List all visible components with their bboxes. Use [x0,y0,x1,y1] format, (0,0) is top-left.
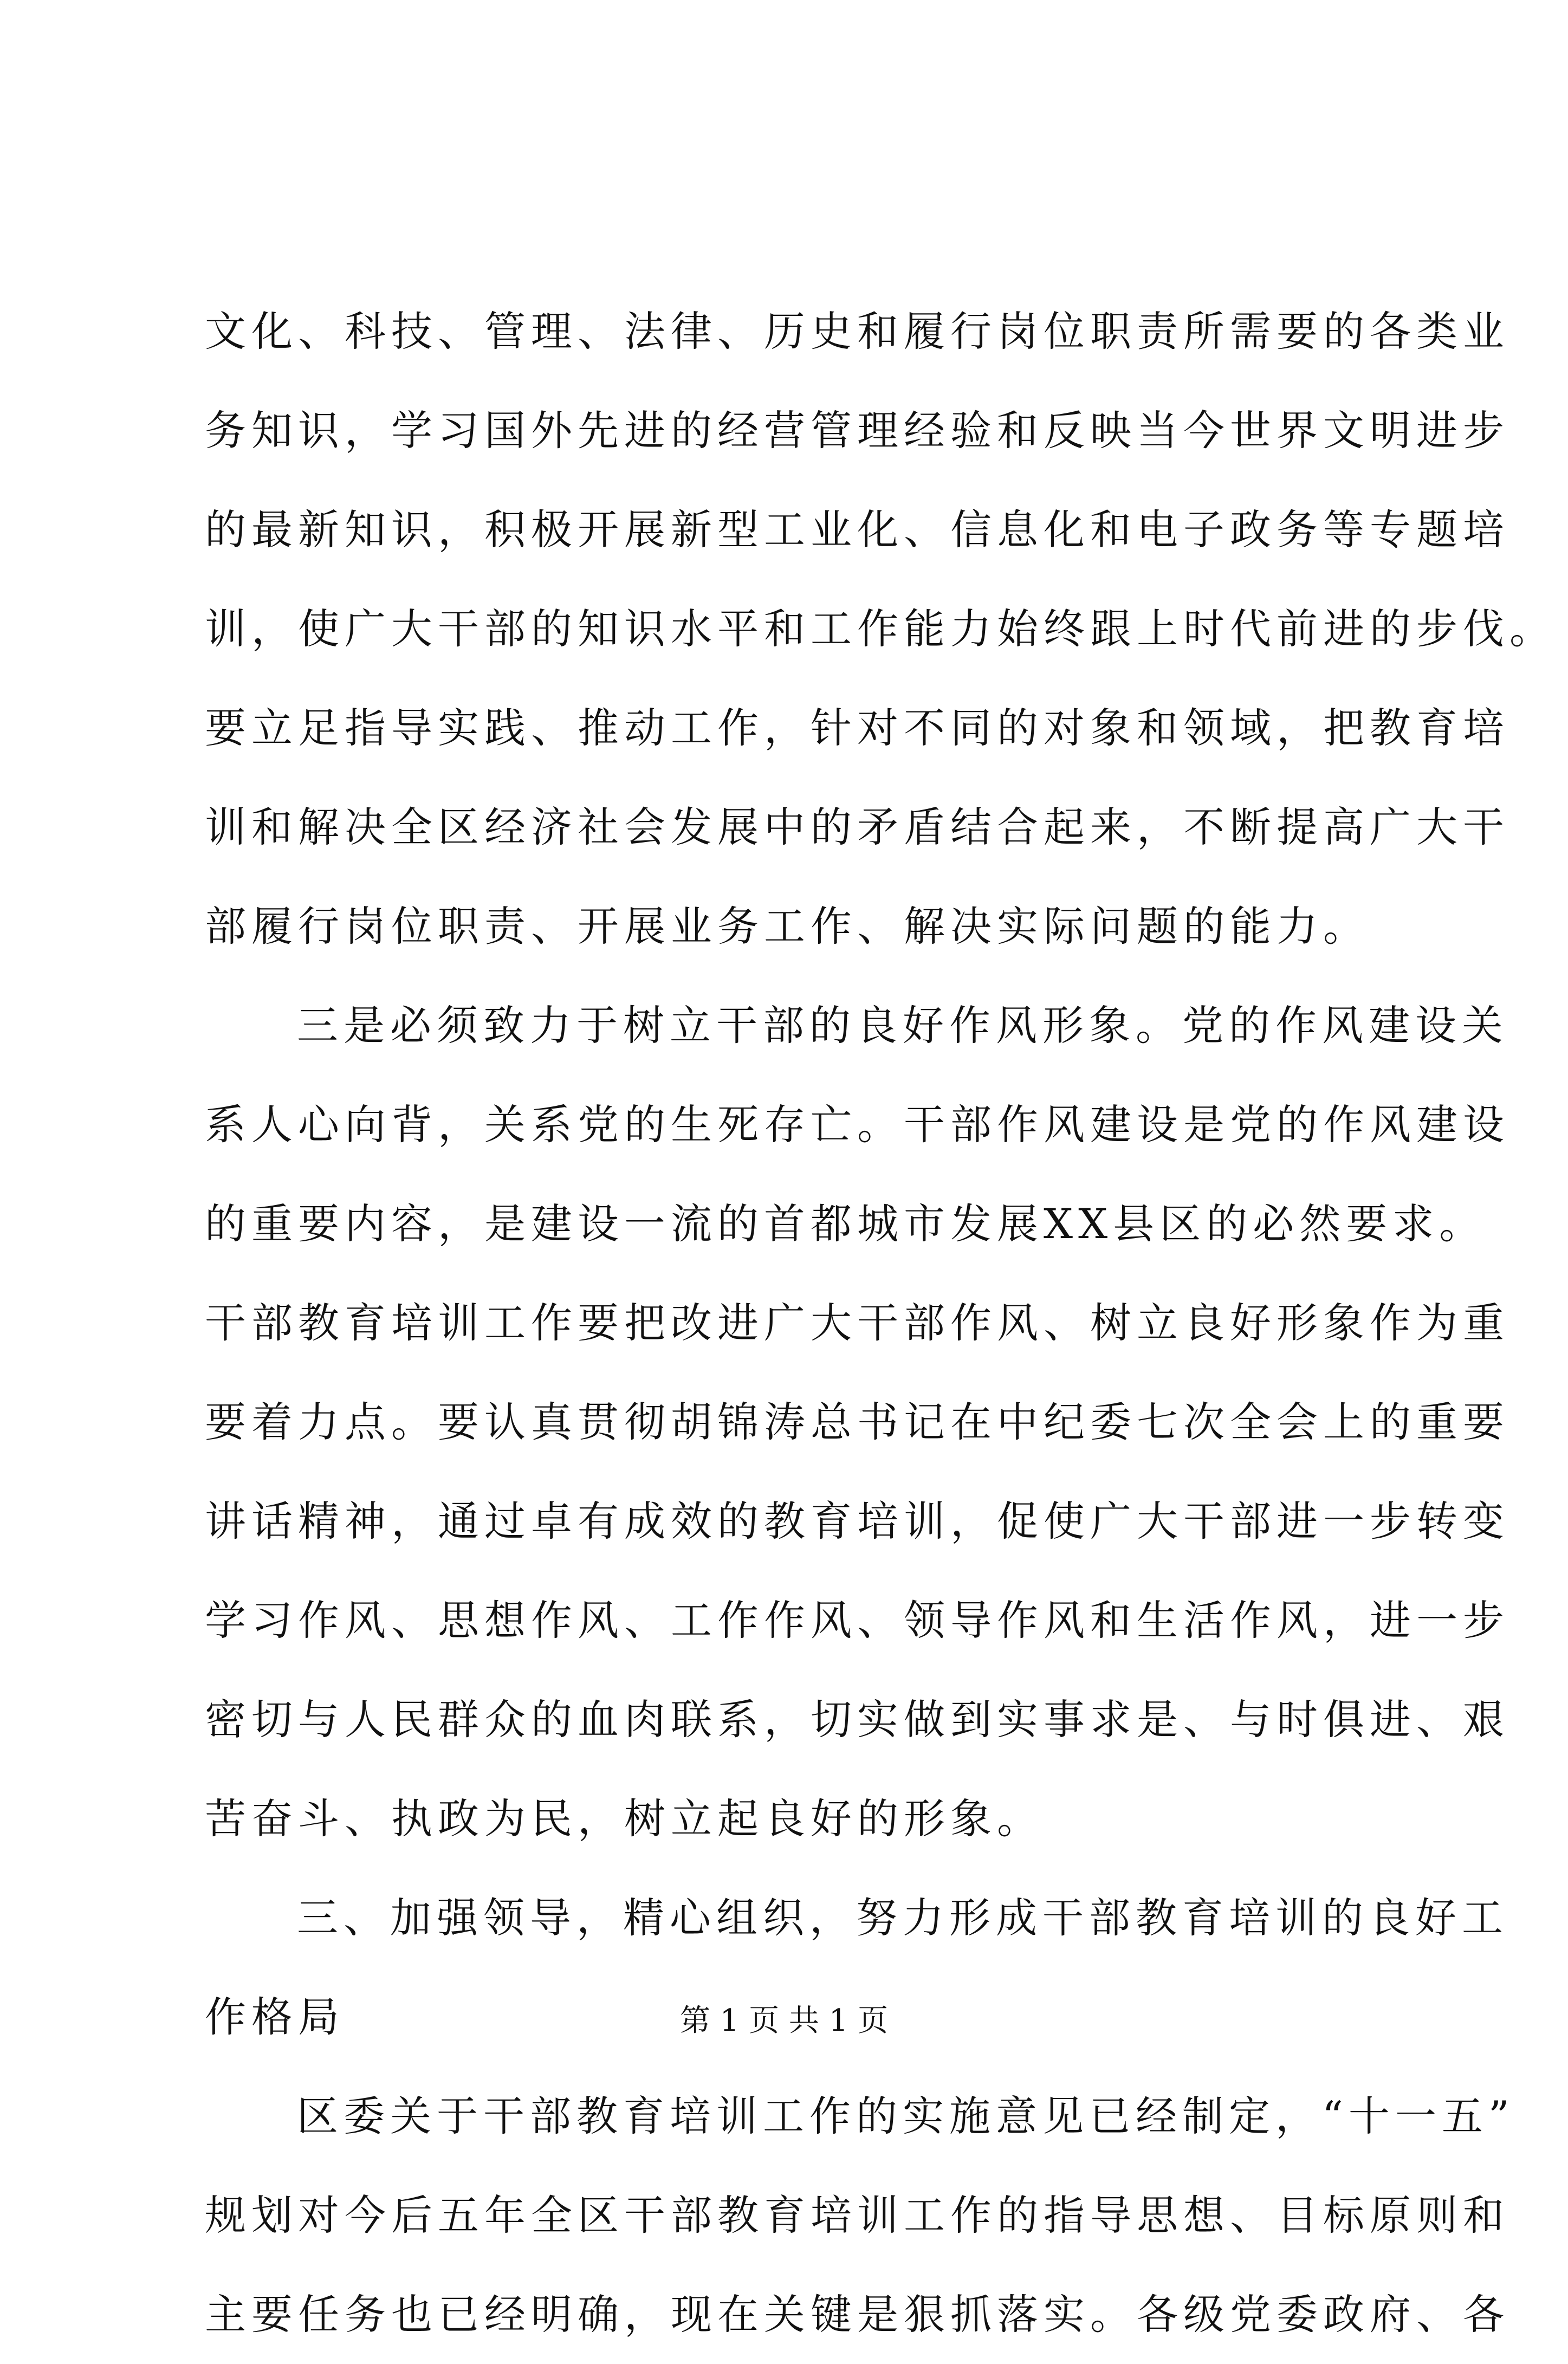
text-line: 干部教育培训工作要把改进广大干部作风、树立良好形象作为重 [205,1299,1509,1347]
text-line: 主要任务也已经明确，现在关键是狠抓落实。各级党委政府、各 [205,2290,1509,2339]
text-line: 讲话精神，通过卓有成效的教育培训，促使广大干部进一步转变 [205,1497,1509,1545]
text-line: 的重要内容，是建设一流的首都城市发展XX县区的必然要求。 [205,1200,1486,1248]
section-heading-continued: 作格局 [205,1993,345,2041]
text-line: 文化、科技、管理、法律、历史和履行岗位职责所需要的各类业 [205,307,1509,355]
page-footer: 第 1 页 共 1 页 [679,2003,889,2038]
section-heading: 三、加强领导，精心组织，努力形成干部教育培训的良好工 [297,1894,1508,1942]
text-line: 训，使广大干部的知识水平和工作能力始终跟上时代前进的步伐。 [205,605,1556,653]
document-body [205,282,1556,2364]
text-line: 系人心向背，关系党的生死存亡。干部作风建设是党的作风建设 [205,1100,1509,1149]
text-line: 要着力点。要认真贯彻胡锦涛总书记在中纪委七次全会上的重要 [205,1398,1509,1446]
text-line: 苦奋斗、执政为民，树立起良好的形象。 [205,1795,1044,1843]
text-line: 学习作风、思想作风、工作作风、领导作风和生活作风，进一步 [205,1596,1509,1644]
paragraph-first-line: 三是必须致力于树立干部的良好作风形象。党的作风建设关 [297,1001,1508,1050]
text-line: 务知识，学习国外先进的经营管理经验和反映当今世界文明进步 [205,406,1509,455]
text-line: 训和解决全区经济社会发展中的矛盾结合起来，不断提高广大干 [205,803,1509,851]
text-line: 要立足指导实践、推动工作，针对不同的对象和领域，把教育培 [205,704,1509,752]
paragraph-first-line: 区委关于干部教育培训工作的实施意见已经制定，“十一五” [297,2092,1515,2140]
text-line: 部履行岗位职责、开展业务工作、解决实际问题的能力。 [205,902,1370,950]
text-line: 的最新知识，积极开展新型工业化、信息化和电子政务等专题培 [205,506,1509,554]
text-line: 密切与人民群众的血肉联系，切实做到实事求是、与时俱进、艰 [205,1695,1509,1744]
text-line: 规划对今后五年全区干部教育培训工作的指导思想、目标原则和 [205,2191,1509,2239]
